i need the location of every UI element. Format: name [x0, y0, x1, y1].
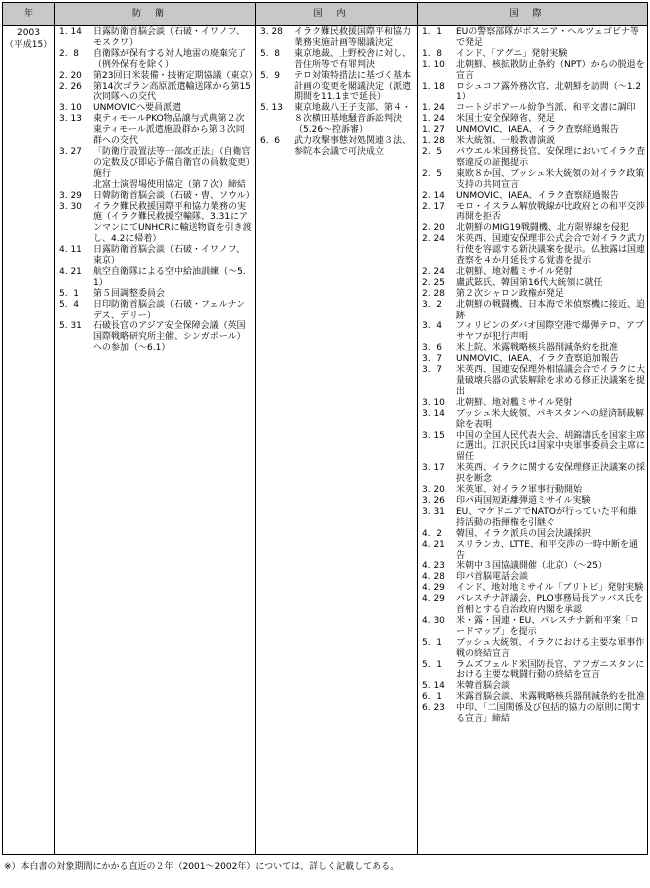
- international-entry: [422, 169, 645, 191]
- international-entry: [422, 594, 645, 616]
- entry-date: 1. 1: [422, 27, 443, 37]
- entry-text: 第２次シャロン政権が発足: [456, 288, 564, 299]
- international-entry: [422, 125, 645, 136]
- entry-text: 盧武鉉氏、韓国第16代大統領に就任: [456, 277, 603, 288]
- entry-text: 北朝鮮の戦闘機、日本海で米偵察機に接近、追跡: [456, 299, 646, 321]
- year-western: 2003: [17, 28, 40, 38]
- international-entry: [422, 147, 645, 169]
- international-entry: [422, 234, 645, 267]
- entry-text: 米英西、イラクに関する安保理修正決議案の採択を断念: [456, 463, 646, 485]
- entry-text: ラムズフェルド米国防長官、アフガニスタンにおける主要な戦闘行動の終結を宣言: [456, 659, 645, 681]
- entry-text: 石破長官のアジア安全保障会議（英国国際戦略研究所主催、シンガポール）への参加（～6.1）: [93, 321, 246, 354]
- entry-date: 2. 26: [59, 81, 82, 92]
- entry-text: 中印、「二国関係及び包括的協力の原則に関する宣言」締結: [456, 703, 641, 725]
- entry-date: 5. 9: [260, 70, 281, 81]
- entry-text: 中国の全国人民代表大会、胡錦濤氏を国家主席に選出。江沢民氏は国家中央軍事委員会主席に留任: [456, 430, 646, 463]
- year-cell: [3, 27, 54, 51]
- entry-text: イラク難民救援国際平和協力業務の実施（イラク難民救援空輸隊、3.31にアンマンにてUNHCRに輸送物資を引き渡し、4.2に帰着）: [93, 201, 252, 245]
- entry-text: 航空自衛隊による空中給油訓練（～5.1）: [93, 266, 246, 288]
- entry-date: 2. 14: [422, 190, 445, 201]
- international-entry: [422, 114, 645, 125]
- entry-date: 2. 24: [422, 234, 445, 245]
- entry-date: 6. 23: [422, 703, 445, 714]
- entry-date: 5. 31: [59, 321, 82, 332]
- entry-text: ブッシュ大統領、イラクにおける主要な軍事作戦の終結宣言: [456, 637, 645, 659]
- defense-entry: [59, 147, 253, 180]
- entry-text: 米露首脳会談、米露戦略核兵器削減条約を批准: [456, 692, 646, 703]
- international-entry: [422, 27, 645, 49]
- entry-date: 4. 11: [59, 245, 82, 256]
- entry-text: 北朝鮮、地対艦ミサイル発射: [456, 266, 573, 277]
- international-entry: [422, 191, 645, 202]
- entry-text: 第５回調整委員会: [93, 288, 166, 299]
- entry-date: 5. 1: [422, 637, 443, 648]
- entry-text: 米・露・国連・EU、パレスチナ新和平案「ロードマップ」を提示: [456, 615, 639, 637]
- entry-text: EU、マケドニアでNATOが行っていた平和維持活動の指揮権を引継ぐ: [456, 506, 637, 528]
- international-entry: [422, 289, 645, 300]
- defense-entry: [59, 180, 253, 191]
- defense-entry: [59, 245, 253, 267]
- entry-text: 韓国、イラク派兵の国会決議採択: [456, 528, 592, 539]
- defense-entry: [59, 27, 253, 49]
- international-entry: [422, 223, 645, 234]
- entry-date: 2. 24: [422, 266, 445, 277]
- header-defense: 防衛: [131, 9, 178, 19]
- international-entry: [422, 321, 645, 343]
- international-entry: [422, 561, 645, 572]
- entry-text: 米英軍、対イラク軍事行動開始: [456, 485, 583, 496]
- entry-text: 北朝鮮、核拡散防止条約（NPT）からの脱退を宣言: [456, 59, 645, 81]
- entry-text: 日韓防衛首脳会談（石破・曺、ソウル）: [93, 190, 255, 201]
- international-entry: [422, 354, 645, 365]
- entry-date: 3. 26: [422, 495, 445, 506]
- entry-date: 2. 8: [59, 48, 80, 59]
- international-entry: [422, 660, 645, 682]
- defense-entry: [59, 103, 253, 114]
- entry-date: 3. 20: [422, 485, 445, 496]
- international-entry: [422, 507, 645, 529]
- entry-date: 5. 1: [422, 659, 443, 670]
- defense-entry: [59, 114, 253, 147]
- international-entry: [422, 540, 645, 562]
- entry-date: 1. 24: [422, 114, 445, 125]
- entry-text: 印パ首脳電話会談: [456, 572, 529, 583]
- entry-date: 2. 20: [422, 223, 445, 234]
- entry-text: 日印防衛首脳会談（石破・フェルナンデス、デリー）: [93, 299, 246, 321]
- international-entry: [422, 202, 645, 224]
- entry-date: 1. 24: [422, 103, 445, 114]
- defense-entry: [59, 267, 253, 289]
- international-entry: [422, 103, 645, 114]
- entry-text: 米上院、米露戦略核兵器削減条約を批准: [456, 343, 619, 354]
- entry-date: 4. 29: [422, 583, 445, 594]
- entry-date: 3. 13: [59, 114, 82, 125]
- international-entry: [422, 60, 645, 82]
- entry-date: 1. 10: [422, 59, 445, 70]
- defense-entry: [59, 300, 253, 322]
- defense-entry: [59, 202, 253, 246]
- entry-text: インド、「アグニ」発射実験: [456, 48, 568, 59]
- entry-date: 3. 10: [59, 103, 82, 114]
- defense-entry: [59, 70, 258, 82]
- column-divider: [417, 3, 418, 854]
- entry-text: ブッシュ米大統領、パキスタンへの経済制裁解除を表明: [456, 408, 645, 430]
- entry-text: 米英西、国連安保理外相協議会合でイラクに大量破壊兵器の武装解除を求める修正決議案を提出: [456, 365, 646, 397]
- entry-text: 日露防衛首脳会談（石破・イワノフ、東京）: [93, 245, 246, 267]
- international-entry: [422, 583, 645, 594]
- entry-date: 3. 31: [422, 506, 445, 517]
- domestic-column: [260, 27, 415, 158]
- entry-date: 4. 29: [422, 594, 445, 605]
- entry-date: 5. 13: [260, 103, 283, 114]
- entry-text: UNMOVICへ要員派遣: [93, 103, 182, 114]
- international-entry: [422, 572, 645, 583]
- entry-text: 「防衛庁設置法等一部改正法」（自衛官の定数及び即応予備自衛官の員数変更）施行: [93, 146, 251, 179]
- international-entry: [422, 485, 645, 496]
- entry-text: テロ対策特措法に基づく基本計画の変更を閣議決定（派遣期間を11.1まで延長）: [294, 70, 412, 103]
- international-entry: [422, 463, 645, 485]
- header-year: 年: [23, 9, 33, 19]
- international-entry: [422, 431, 645, 464]
- entry-text: 自衛隊が保有する対人地雷の廃棄完了（例外保有を除く）: [93, 48, 247, 70]
- domestic-entry: [260, 103, 415, 136]
- defense-entry: [59, 191, 253, 202]
- entry-text: パウエル米国務長官、安保理においてイラク査察違反の証拠提示: [456, 146, 646, 168]
- domestic-entry: [260, 27, 415, 49]
- entry-text: 武力攻撃事態対処関連３法、参院本会議で可決成立: [294, 136, 412, 157]
- domestic-entry: [260, 49, 415, 71]
- entry-text: 北富士演習場使用協定（第７次）締結: [93, 179, 247, 190]
- entry-date: 1. 14: [59, 27, 82, 37]
- entry-date: 2. 28: [422, 288, 445, 299]
- entry-date: 1. 27: [422, 125, 445, 136]
- entry-date: 2. 5: [422, 146, 443, 157]
- entry-text: 米朝中３国協議開催（北京）（～25）: [456, 561, 607, 572]
- entry-date: 5. 8: [260, 48, 281, 59]
- entry-text: イラク難民救援国際平和協力業務実施計画等閣議決定: [294, 27, 412, 48]
- entry-text: コートジボアール紛争当派、和平文書に調印: [456, 103, 636, 114]
- entry-text: UNMOVIC、IAEA、イラク査察経過報告: [456, 190, 619, 201]
- international-entry: [422, 692, 645, 703]
- international-entry: [422, 278, 645, 289]
- header-international: 国際: [509, 9, 556, 19]
- entry-text: 第23回日米装備・技術定期協議（東京）: [93, 70, 258, 81]
- international-entry: [422, 343, 645, 354]
- entry-text: ロシュコフ露外務次官、北朝鮮を訪問（～1.21）: [456, 81, 642, 103]
- defense-entry: [59, 289, 253, 300]
- entry-text: 日露防衛首脳会談（石破・イワノフ、モスクワ）: [93, 27, 246, 48]
- entry-text: 東欧８か国、ブッシュ米大統領の対イラク政策支持の共同宣言: [456, 168, 645, 190]
- entry-text: インド、地対地ミサイル「ブリトビ」発射実験: [456, 583, 644, 594]
- entry-text: パレスチナ評議会、PLO事務局長アッバス氏を首相とする自治政府内閣を承認: [456, 594, 644, 616]
- entry-date: 2. 5: [422, 168, 443, 179]
- entry-text: 北朝鮮のMIG19戦闘機、北方限界線を侵犯: [456, 223, 629, 234]
- international-entry: [422, 82, 645, 104]
- entry-date: 3. 2: [422, 299, 443, 310]
- entry-text: 東京地裁八王子支部、第４・８次横田基地騒音訴訟判決（5.26～控訴審）: [294, 103, 412, 136]
- international-entry: [422, 703, 645, 725]
- entry-text: EUの警察部隊がボスニア・ヘルツェゴビナ等で発足: [456, 27, 639, 48]
- year-era: （平成15）: [4, 40, 53, 50]
- international-entry: [422, 136, 645, 147]
- entry-date: 4. 21: [422, 539, 445, 550]
- entry-text: 米大統領、一般教書演説: [456, 136, 556, 147]
- domestic-entry: [260, 71, 415, 104]
- entry-text: 第14次ゴラン高原派遣輸送隊から第15次同隊への交代: [93, 81, 251, 103]
- international-entry: [422, 681, 645, 692]
- entry-date: 4. 2: [422, 528, 443, 539]
- entry-text: 米国土安全保障省、発足: [456, 114, 556, 125]
- entry-date: 3. 14: [422, 408, 445, 419]
- chronology-table: [2, 2, 648, 855]
- entry-date: 3. 15: [422, 430, 445, 441]
- entry-text: 印パ両国短距離弾道ミサイル実験: [456, 495, 591, 506]
- entry-date: 4. 23: [422, 561, 445, 572]
- column-divider: [54, 3, 55, 854]
- entry-date: 1. 28: [422, 136, 445, 147]
- defense-entry: [59, 321, 253, 354]
- entry-text: 東京地裁、上野校舎に対し、昔住所等で有罪判決: [294, 48, 412, 70]
- international-entry: [422, 365, 645, 398]
- entry-text: 東ティモールPKO物品譲与式典第２次東ティモール派遣施設群から第３次同群への交代: [93, 114, 245, 147]
- international-entry: [422, 616, 645, 638]
- entry-date: 5. 4: [59, 299, 80, 310]
- entry-date: 3. 27: [59, 146, 82, 157]
- entry-text: 米韓首脳会談: [456, 681, 511, 692]
- entry-date: 4. 28: [422, 572, 445, 583]
- header-domestic: 国内: [313, 9, 360, 19]
- entry-date: 1. 18: [422, 81, 445, 92]
- international-entry: [422, 638, 645, 660]
- defense-column: [59, 27, 258, 354]
- entry-date: 5. 1: [59, 288, 80, 299]
- footnote: ※）本白書の対象期間にかかる直近の２年（2001～2002年）については、詳しく記載してある。: [4, 862, 400, 872]
- international-entry: [422, 409, 645, 431]
- entry-date: 3. 28: [260, 27, 283, 37]
- column-divider: [255, 3, 256, 854]
- defense-entry: [59, 82, 253, 104]
- international-entry: [422, 267, 645, 278]
- entry-date: 4. 30: [422, 615, 445, 626]
- entry-date: 1. 8: [422, 48, 443, 59]
- international-entry: [422, 496, 645, 507]
- entry-date: 2. 20: [59, 70, 82, 81]
- international-column: [422, 27, 645, 725]
- entry-text: UNMOVIC、IAEA、イラク査察追加報告: [456, 354, 619, 365]
- entry-date: 3. 7: [422, 354, 443, 365]
- entry-date: 3. 10: [422, 397, 445, 408]
- entry-date: 3. 17: [422, 463, 445, 474]
- entry-date: 4. 21: [59, 266, 82, 277]
- international-entry: [422, 529, 645, 540]
- entry-text: 北朝鮮、地対艦ミサイル発射: [456, 397, 573, 408]
- entry-date: 3. 6: [422, 343, 443, 354]
- entry-date: 3. 29: [59, 190, 82, 201]
- entry-date: 2. 17: [422, 201, 445, 212]
- entry-date: 3. 30: [59, 201, 82, 212]
- entry-text: モロ・イスラム解放戦線が比政府との和平交渉再開を拒否: [456, 201, 645, 223]
- entry-text: 米英西、国連安保理非公式会合で対イラク武力行使を容認する新決議案を提示。仏独露は国連査察を４か月延長する覚書を提示: [456, 234, 646, 267]
- table-header: [3, 3, 647, 26]
- entry-date: 6. 6: [260, 136, 281, 147]
- entry-date: 3. 7: [422, 365, 443, 376]
- entry-date: 5. 14: [422, 681, 445, 692]
- defense-entry: [59, 49, 253, 71]
- international-entry: [422, 49, 645, 60]
- entry-text: スリランカ、LTTE、和平交渉の一時中断を通告: [456, 539, 638, 561]
- international-entry: [422, 398, 645, 409]
- entry-text: UNMOVIC、IAEA、イラク査察経過報告: [456, 125, 619, 136]
- entry-date: 2. 25: [422, 277, 445, 288]
- entry-text: フィリピンのダバオ国際空港で爆弾テロ、アブサヤフが犯行声明: [456, 321, 644, 343]
- domestic-entry: [260, 136, 415, 158]
- entry-date: 6. 1: [422, 692, 443, 703]
- international-entry: [422, 300, 645, 322]
- entry-date: 3. 4: [422, 321, 443, 332]
